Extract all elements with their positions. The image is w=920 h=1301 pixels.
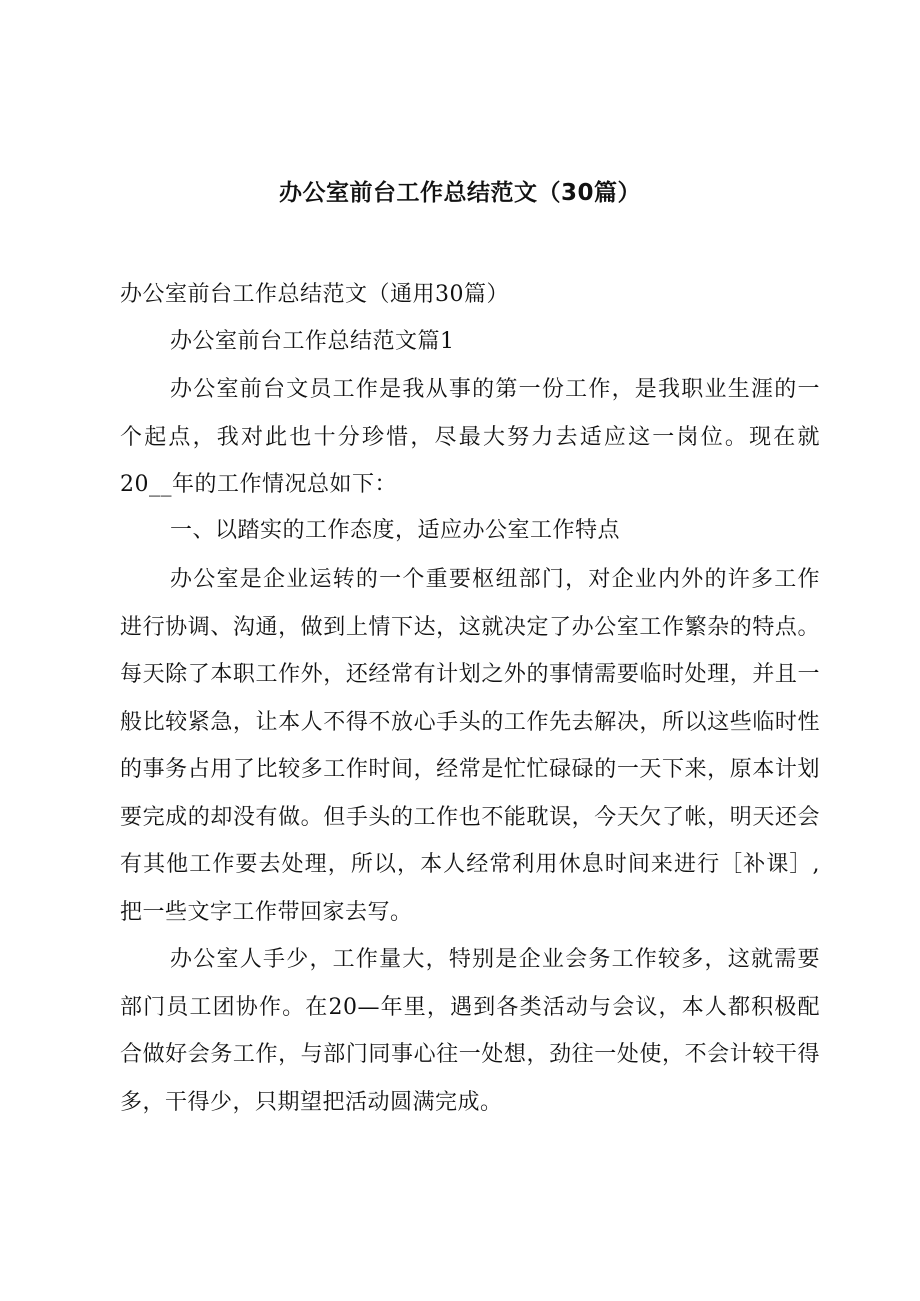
point-heading: 一、以踏实的工作态度，适应办公室工作特点 bbox=[170, 518, 621, 543]
document-title: 办公室前台工作总结范文（30篇） bbox=[278, 180, 641, 206]
document-subtitle: 办公室前台工作总结范文（通用30篇） bbox=[120, 282, 509, 307]
paragraph-intro: 办公室前台文员工作是我从事的第一份工作，是我职业生涯的一个起点，我对此也十分珍惜，尽最大努力去适应这一岗位。现在就20__年的工作情况总如下： bbox=[120, 377, 820, 497]
paragraph-body-1: 办公室是企业运转的一个重要枢纽部门，对企业内外的许多工作进行协调、沟通，做到上情下达，这就决定了办公室工作繁杂的特点。每天除了本职工作外，还经常有计划之外的事情需要临时处理，并且一般比较紧急，让本人不得不放心手头的工作先去解决，所以这些临时性的事务占用了比较多工作时间，经常是忙忙碌碌的一天下来，原本计划要完成的却没有做。但手头的工作也不能耽误，今天欠了帐，明天还会有其他工作要去处理，所以，本人经常利用休息时间来进行［补课］,把一些文字工作带回家去写。 bbox=[120, 567, 820, 925]
section-heading: 办公室前台工作总结范文篇1 bbox=[170, 329, 455, 354]
paragraph-body-2: 办公室人手少，工作量大，特别是企业会务工作较多，这就需要部门员工团协作。在20—年里，遇到各类活动与会议，本人都积极配合做好会务工作，与部门同事心往一处想，劲往一处使，不会计较干得多，干得少，只期望把活动圆满完成。 bbox=[120, 947, 820, 1115]
